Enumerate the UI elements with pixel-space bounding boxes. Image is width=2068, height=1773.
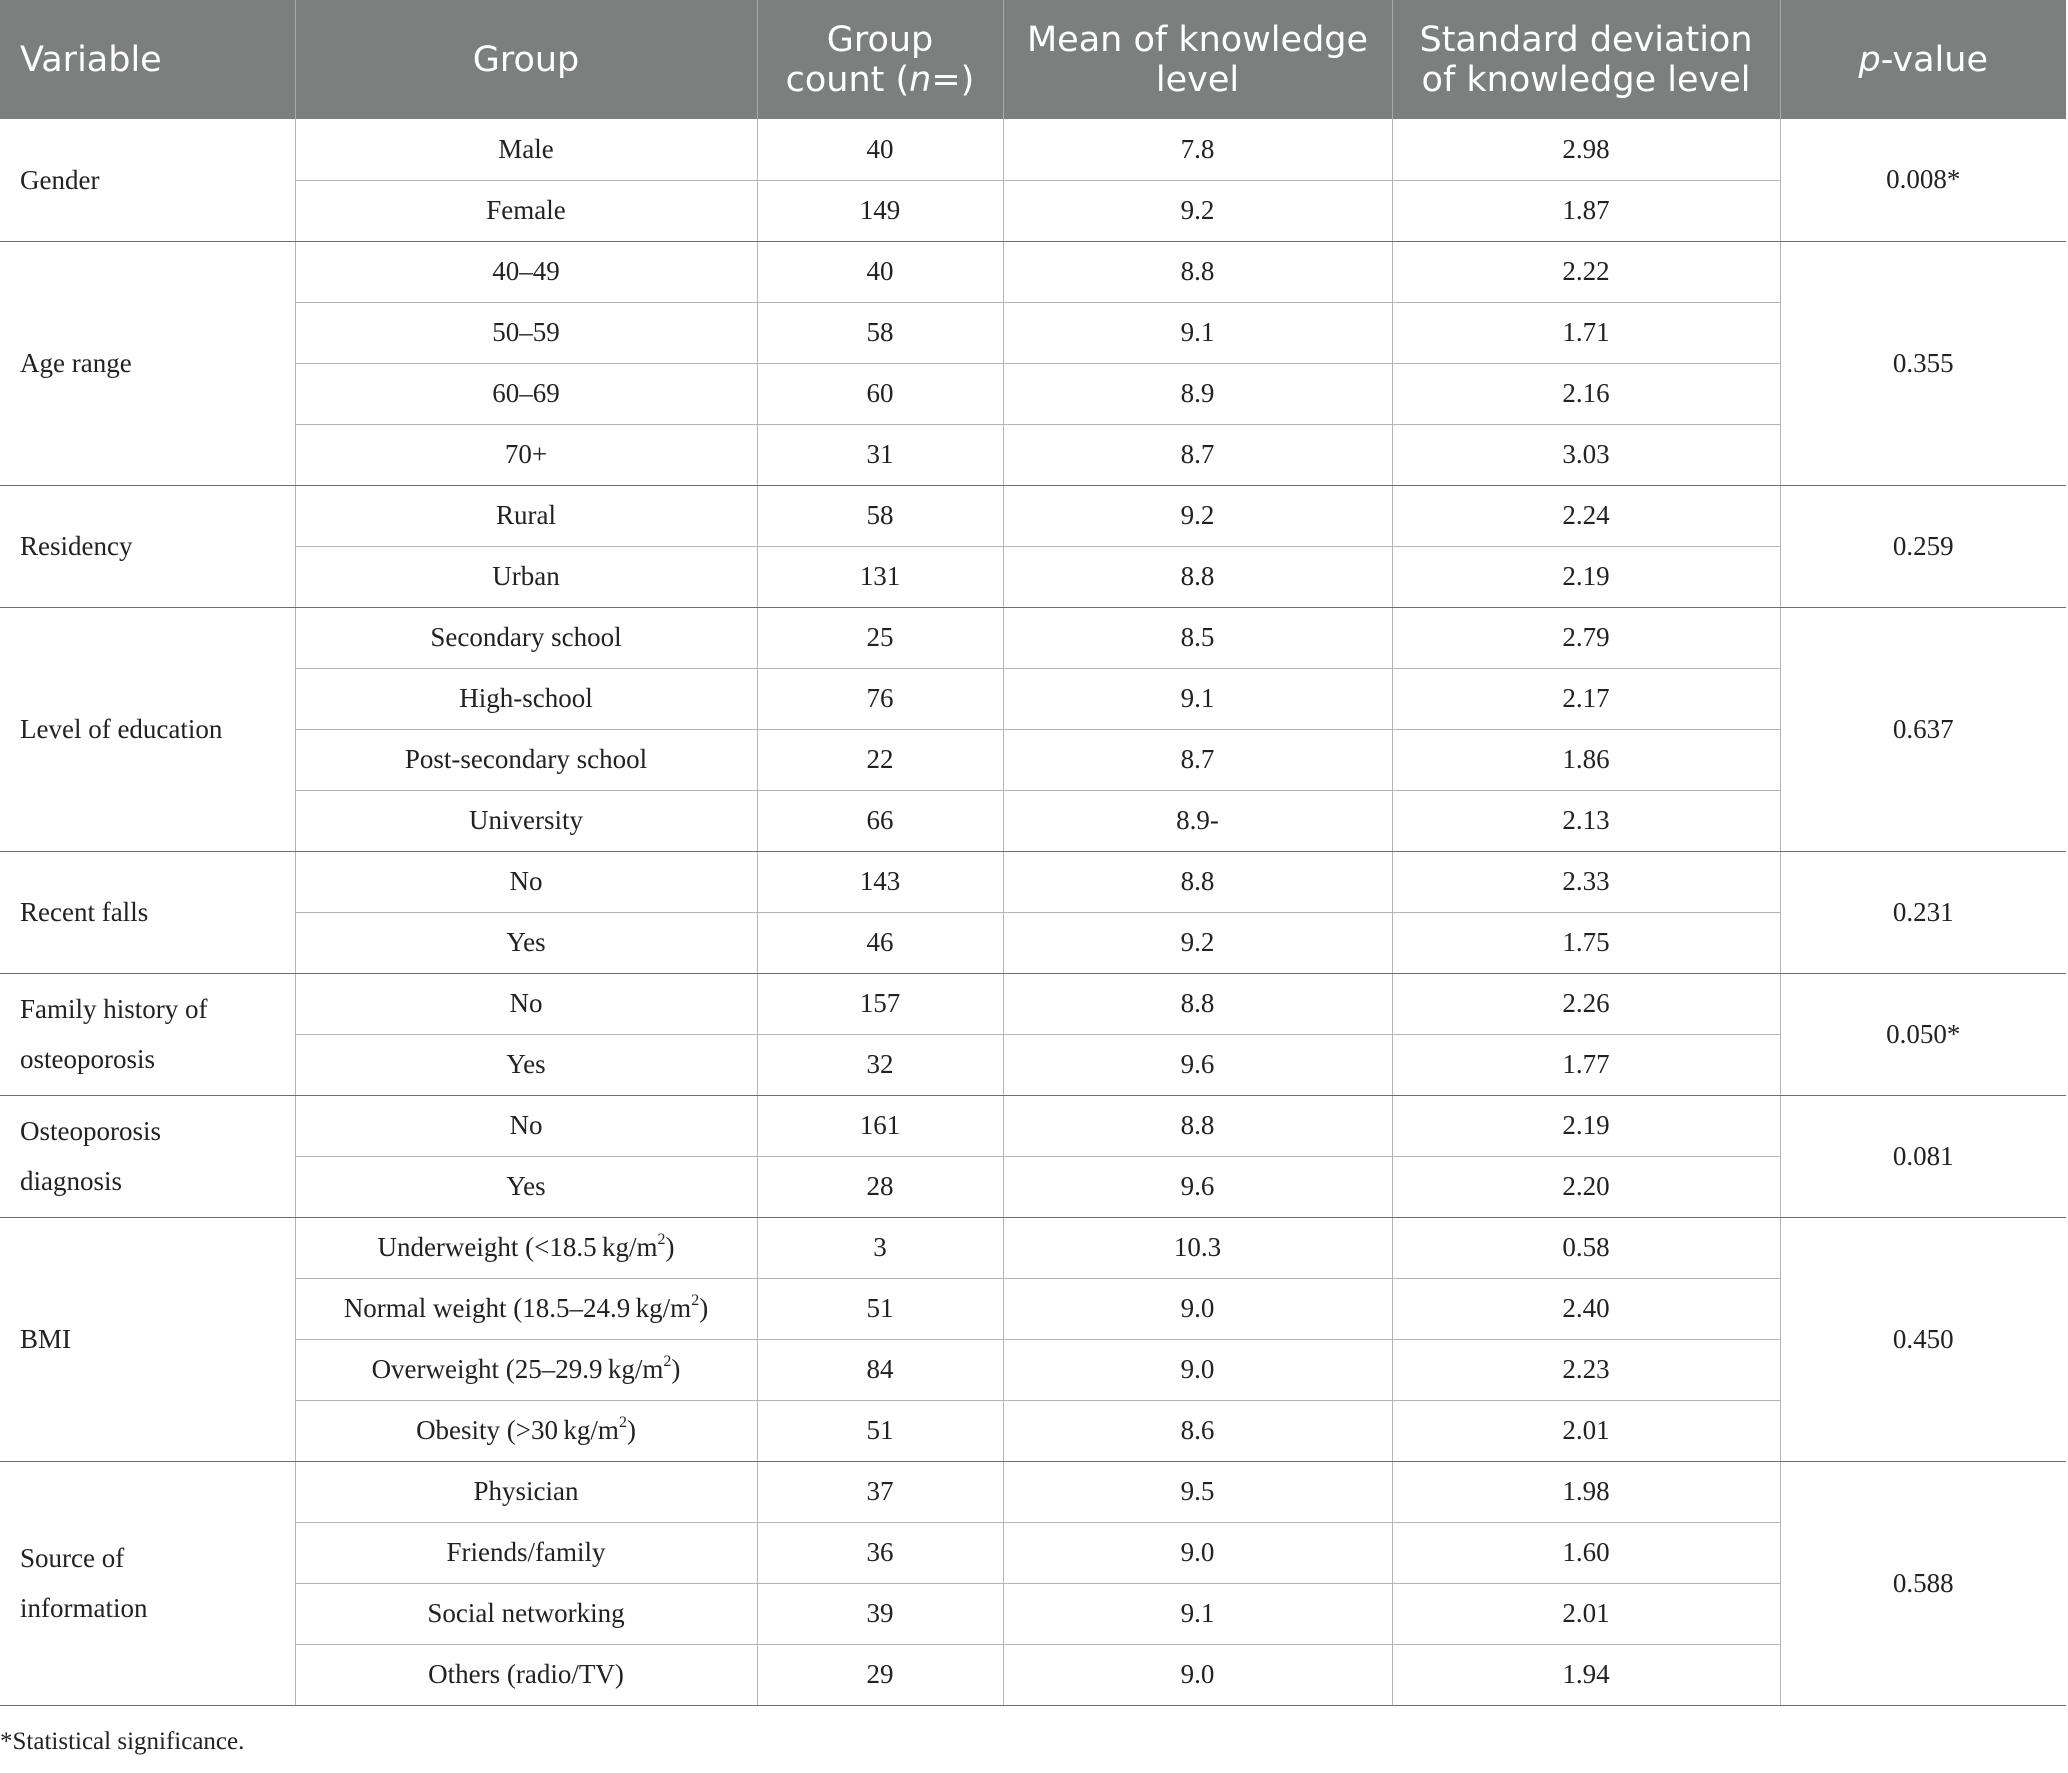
count-cell: 31 [757,424,1003,485]
group-label-end: ) [699,1293,709,1323]
group-cell [295,1522,757,1583]
mean-cell: 8.9- [1003,790,1392,851]
mean-cell: 8.5 [1003,607,1392,668]
unit-superscript: 2 [657,1231,666,1248]
mean-cell: 8.8 [1003,241,1392,302]
group-cell [295,546,757,607]
group-cell [295,363,757,424]
mean-cell: 9.5 [1003,1461,1392,1522]
count-cell: 3 [757,1217,1003,1278]
count-cell: 149 [757,180,1003,241]
table-row [0,546,2066,607]
count-cell: 51 [757,1400,1003,1461]
header-row [0,0,2066,119]
unit-superscript: 2 [691,1292,700,1309]
group-label: No [509,1110,543,1140]
p-value-cell: 0.355 [1780,241,2066,485]
count-cell: 131 [757,546,1003,607]
table-row [0,1156,2066,1217]
group-cell [295,729,757,790]
count-cell: 28 [757,1156,1003,1217]
mean-cell: 8.7 [1003,729,1392,790]
mean-cell: 8.6 [1003,1400,1392,1461]
sd-cell: 1.87 [1392,180,1780,241]
sd-cell: 2.98 [1392,119,1780,180]
count-cell: 161 [757,1095,1003,1156]
count-cell: 66 [757,790,1003,851]
p-value-cell: 0.259 [1780,485,2066,607]
mean-cell: 8.7 [1003,424,1392,485]
group-cell [295,180,757,241]
variable-cell [0,241,295,485]
group-label: Male [498,133,554,164]
count-cell: 36 [757,1522,1003,1583]
group-cell [295,668,757,729]
group-label: Physician [473,1476,579,1506]
group-cell [295,1400,757,1461]
mean-cell: 9.0 [1003,1644,1392,1705]
table-row [0,241,2066,302]
group-cell [295,912,757,973]
count-cell: 60 [757,363,1003,424]
group-cell [295,1034,757,1095]
variable-cell [0,607,295,851]
mean-cell: 9.1 [1003,302,1392,363]
count-cell: 58 [757,302,1003,363]
sd-cell: 2.23 [1392,1339,1780,1400]
unit-superscript: 2 [663,1353,672,1370]
unit-superscript: 2 [618,1414,627,1431]
count-cell: 25 [757,607,1003,668]
table-row [0,1583,2066,1644]
count-cell: 157 [757,973,1003,1034]
group-label: Urban [492,561,560,591]
sd-cell: 1.77 [1392,1034,1780,1095]
variable-label: diagnosis [20,1166,123,1196]
mean-cell: 9.6 [1003,1156,1392,1217]
table-body [0,119,2066,1705]
group-label: No [509,866,543,896]
header-sd-line1: Standard deviation [1419,19,1753,60]
table-row [0,729,2066,790]
mean-cell: 8.9 [1003,363,1392,424]
variable-label: osteoporosis [20,1044,155,1074]
variable-label: Osteoporosis [20,1116,161,1146]
group-label: Yes [506,1171,546,1201]
group-cell [295,1461,757,1522]
table-row [0,1644,2066,1705]
mean-cell: 9.2 [1003,180,1392,241]
sd-cell: 2.20 [1392,1156,1780,1217]
mean-cell: 7.8 [1003,119,1392,180]
header-sd-line2: of knowledge level [1421,59,1751,100]
group-cell [295,1217,757,1278]
p-value-cell: 0.637 [1780,607,2066,851]
variable-label: Source of [20,1543,125,1573]
header-p-italic: p [1858,39,1881,80]
group-cell [295,1095,757,1156]
group-cell [295,1339,757,1400]
group-cell [295,851,757,912]
table-row [0,1217,2066,1278]
table-row [0,1522,2066,1583]
mean-cell: 9.0 [1003,1278,1392,1339]
sd-cell: 1.75 [1392,912,1780,973]
group-label: 40–49 [492,256,560,286]
group-label: Friends/family [446,1537,606,1567]
p-value-cell: 0.008* [1780,119,2066,241]
p-value-cell: 0.450 [1780,1217,2066,1461]
table-row [0,119,2066,180]
variable-label: Residency [20,531,133,561]
count-cell: 46 [757,912,1003,973]
header-variable: Variable [0,0,295,119]
table-row [0,1339,2066,1400]
group-label: Post-secondary school [404,744,648,774]
sd-cell: 1.86 [1392,729,1780,790]
mean-cell: 9.1 [1003,668,1392,729]
count-cell: 58 [757,485,1003,546]
sd-cell: 2.13 [1392,790,1780,851]
group-label: University [469,805,583,835]
group-cell [295,485,757,546]
mean-cell: 8.8 [1003,851,1392,912]
header-mean [1003,0,1392,119]
count-cell: 29 [757,1644,1003,1705]
variable-cell [0,851,295,973]
mean-cell: 9.0 [1003,1339,1392,1400]
group-cell [295,1156,757,1217]
count-cell: 51 [757,1278,1003,1339]
variable-cell [0,1461,295,1705]
table-row [0,668,2066,729]
group-cell [295,790,757,851]
sd-cell: 2.24 [1392,485,1780,546]
group-label: No [509,988,543,1018]
group-cell [295,1278,757,1339]
count-cell: 39 [757,1583,1003,1644]
sd-cell: 2.01 [1392,1400,1780,1461]
mean-cell: 9.6 [1003,1034,1392,1095]
sd-cell: 2.40 [1392,1278,1780,1339]
table-row [0,1461,2066,1522]
group-label: Overweight (25–29.9 kg/m [371,1354,664,1384]
table-row [0,424,2066,485]
variable-label: BMI [20,1324,72,1354]
mean-cell: 8.8 [1003,546,1392,607]
variable-label: information [20,1593,148,1623]
variable-cell [0,485,295,607]
variable-cell [0,973,295,1095]
variable-label: Recent falls [20,897,149,927]
group-label: Underweight (<18.5 kg/m [377,1232,658,1262]
variable-cell [0,1095,295,1217]
group-label-end: ) [626,1415,636,1445]
footnote: *Statistical significance. [0,1728,245,1755]
sd-cell: 1.60 [1392,1522,1780,1583]
sd-cell: 1.98 [1392,1461,1780,1522]
header-count-line2: count ( [785,59,910,100]
variable-label: Gender [20,164,100,195]
header-mean-line2: level [1155,59,1240,100]
variable-cell [0,1217,295,1461]
sd-cell: 2.17 [1392,668,1780,729]
table-row [0,302,2066,363]
mean-cell: 9.2 [1003,485,1392,546]
group-cell [295,241,757,302]
p-value-cell: 0.588 [1780,1461,2066,1705]
group-label: Yes [506,1049,546,1079]
table-row [0,485,2066,546]
group-label-end: ) [671,1354,681,1384]
group-cell [295,119,757,180]
table-row [0,1095,2066,1156]
table-row [0,1034,2066,1095]
table-row [0,1400,2066,1461]
group-label: Obesity (>30 kg/m [416,1415,619,1445]
count-cell: 37 [757,1461,1003,1522]
table-row [0,851,2066,912]
sd-cell: 2.33 [1392,851,1780,912]
count-cell: 76 [757,668,1003,729]
count-cell: 22 [757,729,1003,790]
header-p-rest: -value [1880,39,1988,80]
count-cell: 40 [757,119,1003,180]
group-label: 60–69 [492,378,560,408]
mean-cell: 8.8 [1003,973,1392,1034]
group-label: Normal weight (18.5–24.9 kg/m [343,1293,692,1323]
group-label: Others (radio/TV) [428,1659,624,1689]
group-cell [295,607,757,668]
p-value-cell: 0.050* [1780,973,2066,1095]
group-label: Yes [506,927,546,957]
group-label: Secondary school [430,622,622,652]
sd-cell: 2.19 [1392,1095,1780,1156]
header-count-line1: Group [826,19,934,60]
header-group: Group [295,0,757,119]
header-sd [1392,0,1780,119]
group-label: Social networking [427,1598,625,1628]
variable-label: Level of education [20,714,223,744]
table-row [0,363,2066,424]
sd-cell: 2.19 [1392,546,1780,607]
sd-cell: 2.22 [1392,241,1780,302]
group-cell [295,973,757,1034]
mean-cell: 9.0 [1003,1522,1392,1583]
table-row [0,1278,2066,1339]
count-cell: 143 [757,851,1003,912]
sd-cell: 2.16 [1392,363,1780,424]
variable-label: Family history of [20,994,208,1024]
table-row [0,180,2066,241]
sd-cell: 2.01 [1392,1583,1780,1644]
count-cell: 32 [757,1034,1003,1095]
group-label: Female [486,195,566,225]
count-cell: 84 [757,1339,1003,1400]
variable-cell [0,119,295,241]
group-cell [295,1583,757,1644]
table-row [0,912,2066,973]
group-label: 50–59 [492,317,560,347]
mean-cell: 8.8 [1003,1095,1392,1156]
mean-cell: 10.3 [1003,1217,1392,1278]
table-row [0,607,2066,668]
sd-cell: 1.94 [1392,1644,1780,1705]
group-cell [295,424,757,485]
header-p-value [1780,0,2066,119]
header-count-end: =) [931,59,975,100]
header-group-count [757,0,1003,119]
header-count-n: n [909,59,932,100]
sd-cell: 0.58 [1392,1217,1780,1278]
variable-label: Age range [20,348,132,378]
group-cell [295,302,757,363]
sd-cell: 3.03 [1392,424,1780,485]
sd-cell: 1.71 [1392,302,1780,363]
sd-cell: 2.26 [1392,973,1780,1034]
group-label: Rural [496,500,556,530]
group-label: High-school [459,683,593,713]
group-cell [295,1644,757,1705]
mean-cell: 9.1 [1003,1583,1392,1644]
count-cell: 40 [757,241,1003,302]
mean-cell: 9.2 [1003,912,1392,973]
table-row [0,973,2066,1034]
p-value-cell: 0.081 [1780,1095,2066,1217]
table-row [0,790,2066,851]
sd-cell: 2.79 [1392,607,1780,668]
group-label: 70+ [504,439,548,469]
header-mean-line1: Mean of knowledge [1026,19,1369,60]
p-value-cell: 0.231 [1780,851,2066,973]
group-label-end: ) [665,1232,675,1262]
